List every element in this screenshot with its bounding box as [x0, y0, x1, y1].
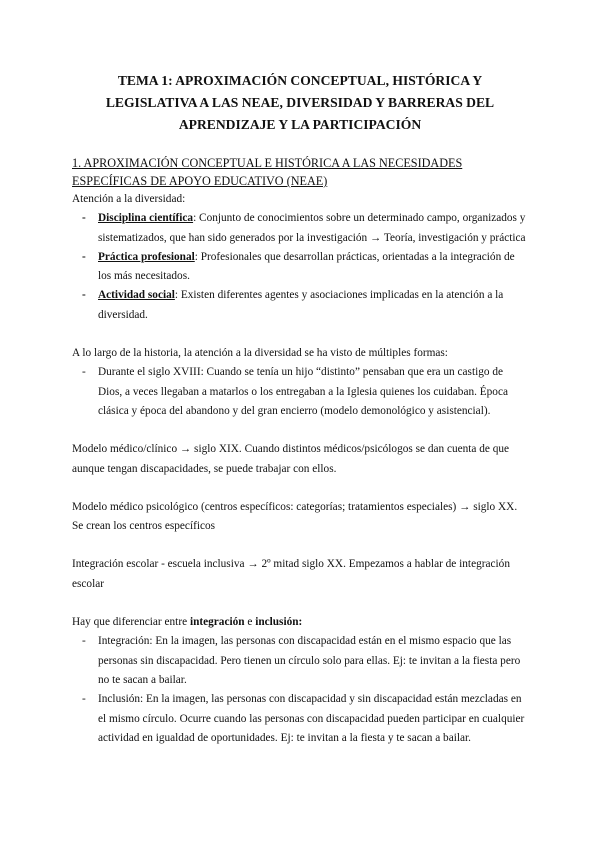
paragraph-medical-clinical: Modelo médico/clínico → siglo XIX. Cuando distintos médicos/psicólogos se dan cuenta de que aunque tengan discapacidades, se puede trabajar con ellos. [72, 443, 510, 475]
diff-joiner: e [244, 616, 256, 629]
intro-text: Atención a la diversidad: [72, 193, 186, 205]
definition-text: : Conjunto de conocimientos sobre un determinado campo, organizados y sistematizados, que han sido generados por la investigación → Teoría, investigación y práctica [98, 212, 526, 244]
diff-word-integration: integración [189, 616, 245, 629]
definition-term: Práctica profesional [98, 250, 195, 263]
definition-item [98, 286, 528, 325]
diff-item-integration: - Integración: En la imagen, las personas con discapacidad están en el mismo espacio que las personas sin discapacidad. Pero tienen un círculo solo para ellas. Ej: te invitan a la fiesta pero no te sacan a bailar. [98, 632, 528, 690]
diff-list [72, 632, 528, 748]
definition-term: Actividad social [98, 289, 175, 302]
definition-text: : Existen diferentes agentes y asociaciones implicadas en la atención a la diversidad. [98, 289, 504, 321]
history-item: - Durante el siglo XVIII: Cuando se tenía un hijo “distinto” pensaban que era un castigo de Dios, a veces llegaban a matarlos o los entregaban a la Iglesia quienes los cuidaban. Época clásica y época del abandono y del gran encierro (modelo demonológico y asistencial). [98, 363, 528, 421]
history-intro: A lo largo de la historia, la atención a la diversidad se ha visto de múltiples formas: [72, 347, 448, 360]
section-heading-line: ESPECÍFICAS DE APOYO EDUCATIVO (NEAE) [72, 174, 328, 188]
diff-word-inclusion: inclusión [255, 616, 299, 629]
paragraph-school-integration: Integración escolar - escuela inclusiva → 2º mitad siglo XX. Empezamos a hablar de integración escolar [72, 558, 510, 590]
diff-intro [72, 613, 528, 632]
definition-term: Disciplina científica [98, 212, 194, 225]
diff-suffix: : [298, 616, 303, 629]
page-title [72, 70, 528, 136]
diff-prefix: Hay que diferenciar entre [72, 616, 190, 629]
section-heading [72, 154, 528, 190]
definition-text: : Profesionales que desarrollan prácticas, orientadas a la integración de los más necesitados. [98, 250, 515, 283]
definition-item [98, 248, 528, 287]
title-line: APRENDIZAJE Y LA PARTICIPACIÓN [178, 117, 422, 132]
definitions-list [72, 209, 528, 325]
diff-item-inclusion: - Inclusión: En la imagen, las personas con discapacidad y sin discapacidad están mezcladas en el mismo círculo. Ocurre cuando las personas con discapacidad pueden participar en cualquier actividad en igualdad de oportunidades. Ej: te invitan a la fiesta y te sacan a bailar. [98, 690, 528, 748]
history-list [72, 363, 528, 421]
section-heading-line: 1. APROXIMACIÓN CONCEPTUAL E HISTÓRICA A LAS NECESIDADES [72, 156, 463, 170]
title-line: LEGISLATIVA A LAS NEAE, DIVERSIDAD Y BARRERAS DEL [105, 95, 495, 110]
definition-item [98, 209, 528, 248]
paragraph-medical-psychological: Modelo médico psicológico (centros específicos: categorías; tratamientos especiales) → siglo XX. Se crean los centros específicos [72, 500, 518, 533]
title-line: TEMA 1: APROXIMACIÓN CONCEPTUAL, HISTÓRICA Y [117, 73, 483, 88]
